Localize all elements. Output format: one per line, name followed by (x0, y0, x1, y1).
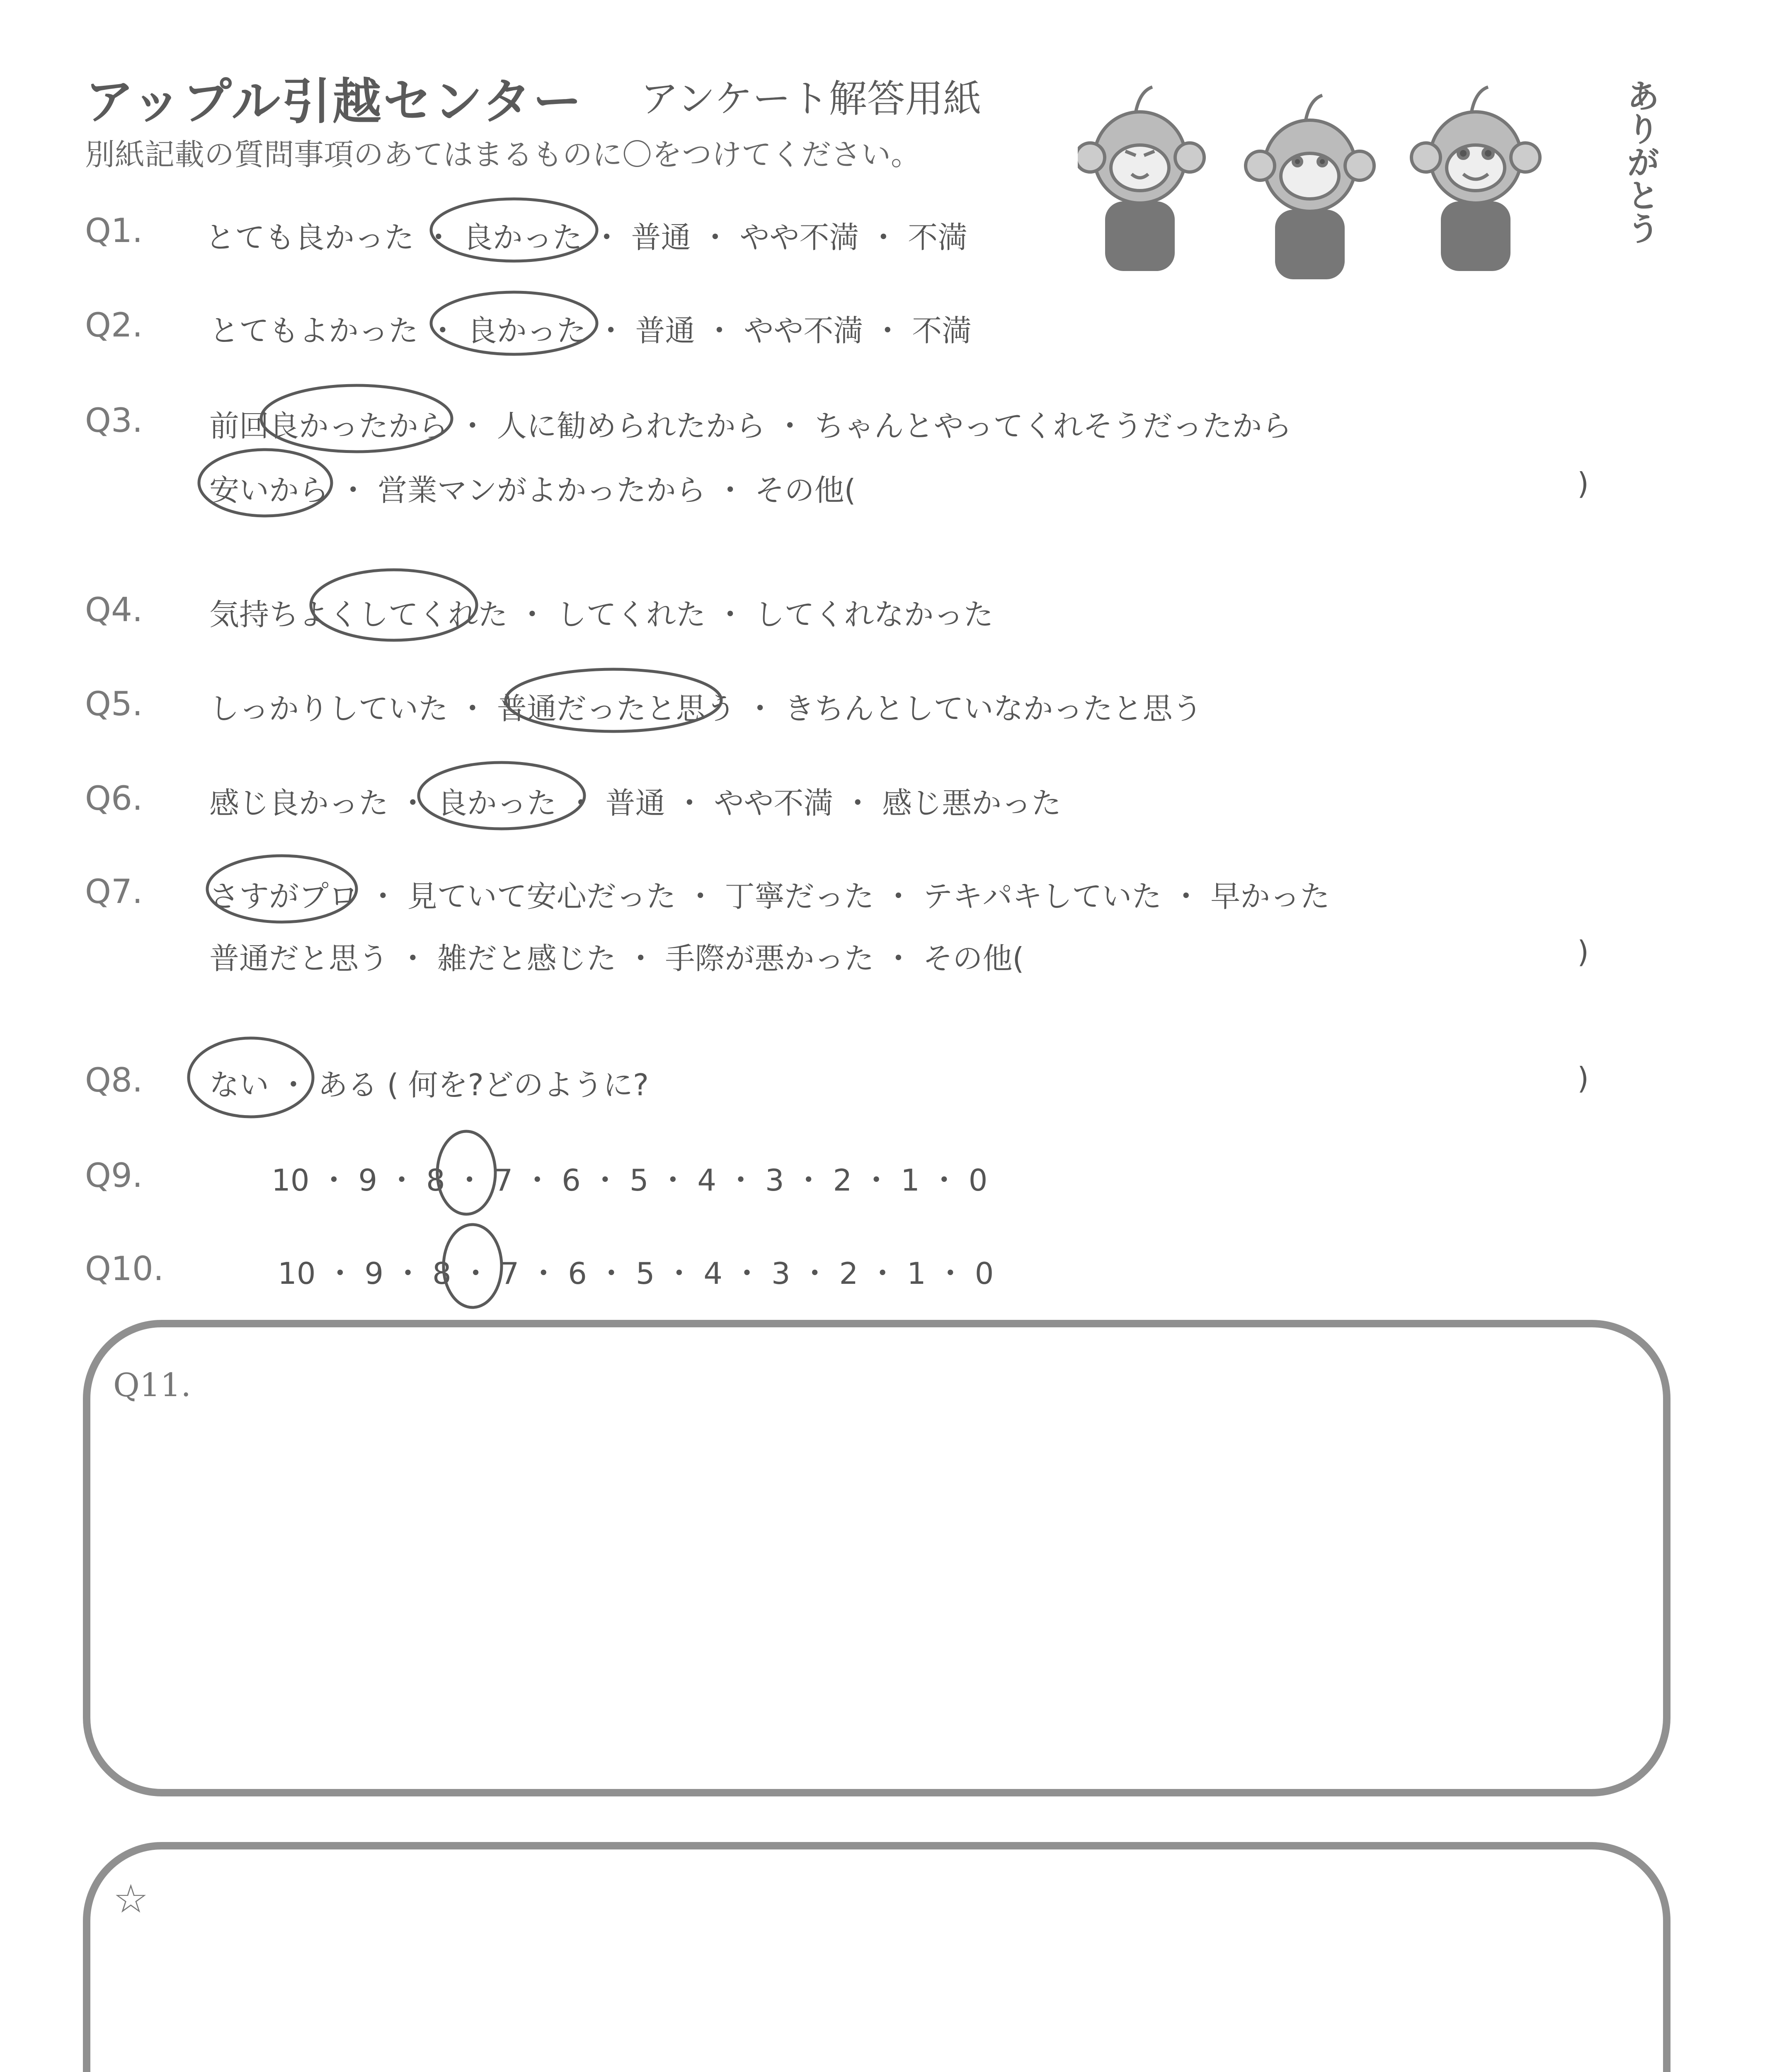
q11-comment-box[interactable] (83, 1320, 1670, 1796)
q6-label: Q6. (85, 779, 143, 818)
q10-label: Q10. (85, 1249, 164, 1288)
q4-label: Q4. (85, 591, 143, 629)
monkey-mascots-illustration (1078, 50, 1650, 282)
q8-close: ) (1577, 1061, 1589, 1096)
star-comment-box[interactable] (83, 1842, 1670, 2072)
q7-options-line2[interactable]: 普通だと思う ・ 雑だと感じた ・ 手際が悪かった ・ その他( (209, 941, 1024, 976)
q6-options[interactable]: 感じ良かった ・ 良かった ・ 普通 ・ やや不満 ・ 感じ悪かった (209, 786, 1062, 821)
q1-options[interactable]: とても良かった ・ 良かった ・ 普通 ・ やや不満 ・ 不満 (205, 220, 968, 255)
q8-label: Q8. (85, 1061, 143, 1099)
q1-label: Q1. (85, 211, 143, 250)
q10-scale[interactable]: 10 ・ 9 ・ 8 ・ 7 ・ 6 ・ 5 ・ 4 ・ 3 ・ 2 ・ 1 ・ 0 (278, 1256, 994, 1291)
q7-options-line1[interactable]: さすがプロ ・ 見ていて安心だった ・ 丁寧だった ・ テキパキしていた ・ 早かった (209, 879, 1330, 914)
q11-label: Q11. (113, 1367, 191, 1404)
q3-options-line2[interactable]: 安いから ・ 営業マンがよかったから ・ その他( (209, 473, 856, 508)
q2-options[interactable]: とてもよかった ・ 良かった ・ 普通 ・ やや不満 ・ 不満 (209, 313, 972, 348)
q7-label: Q7. (85, 872, 143, 911)
thanks-text: ありがとう (1621, 79, 1660, 244)
q4-options[interactable]: 気持ちよくしてくれた ・ してくれた ・ してくれなかった (209, 597, 994, 632)
form-subtitle: アンケート解答用紙 (640, 77, 982, 121)
star-icon: ☆ (113, 1876, 149, 1922)
q5-label: Q5. (85, 685, 143, 723)
q3-other-close: ) (1577, 466, 1589, 501)
form-title: アップル引越センター (85, 73, 584, 130)
q5-options[interactable]: しっかりしていた ・ 普通だったと思う ・ きちんとしていなかったと思う (209, 691, 1203, 726)
q3-options-line1[interactable]: 前回良かったから ・ 人に勧められたから ・ ちゃんとやってくれそうだったから (209, 409, 1292, 443)
form-instruction: 別紙記載の質問事項のあてはまるものに〇をつけてください。 (85, 137, 921, 172)
q3-label: Q3. (85, 401, 143, 440)
q2-label: Q2. (85, 306, 143, 344)
q8-options[interactable]: ない ・ ある ( 何を?どのように? (209, 1067, 649, 1102)
q7-other-close: ) (1577, 934, 1589, 969)
q9-label: Q9. (85, 1156, 143, 1195)
q9-scale[interactable]: 10 ・ 9 ・ 8 ・ 7 ・ 6 ・ 5 ・ 4 ・ 3 ・ 2 ・ 1 ・ 0 (272, 1163, 988, 1198)
